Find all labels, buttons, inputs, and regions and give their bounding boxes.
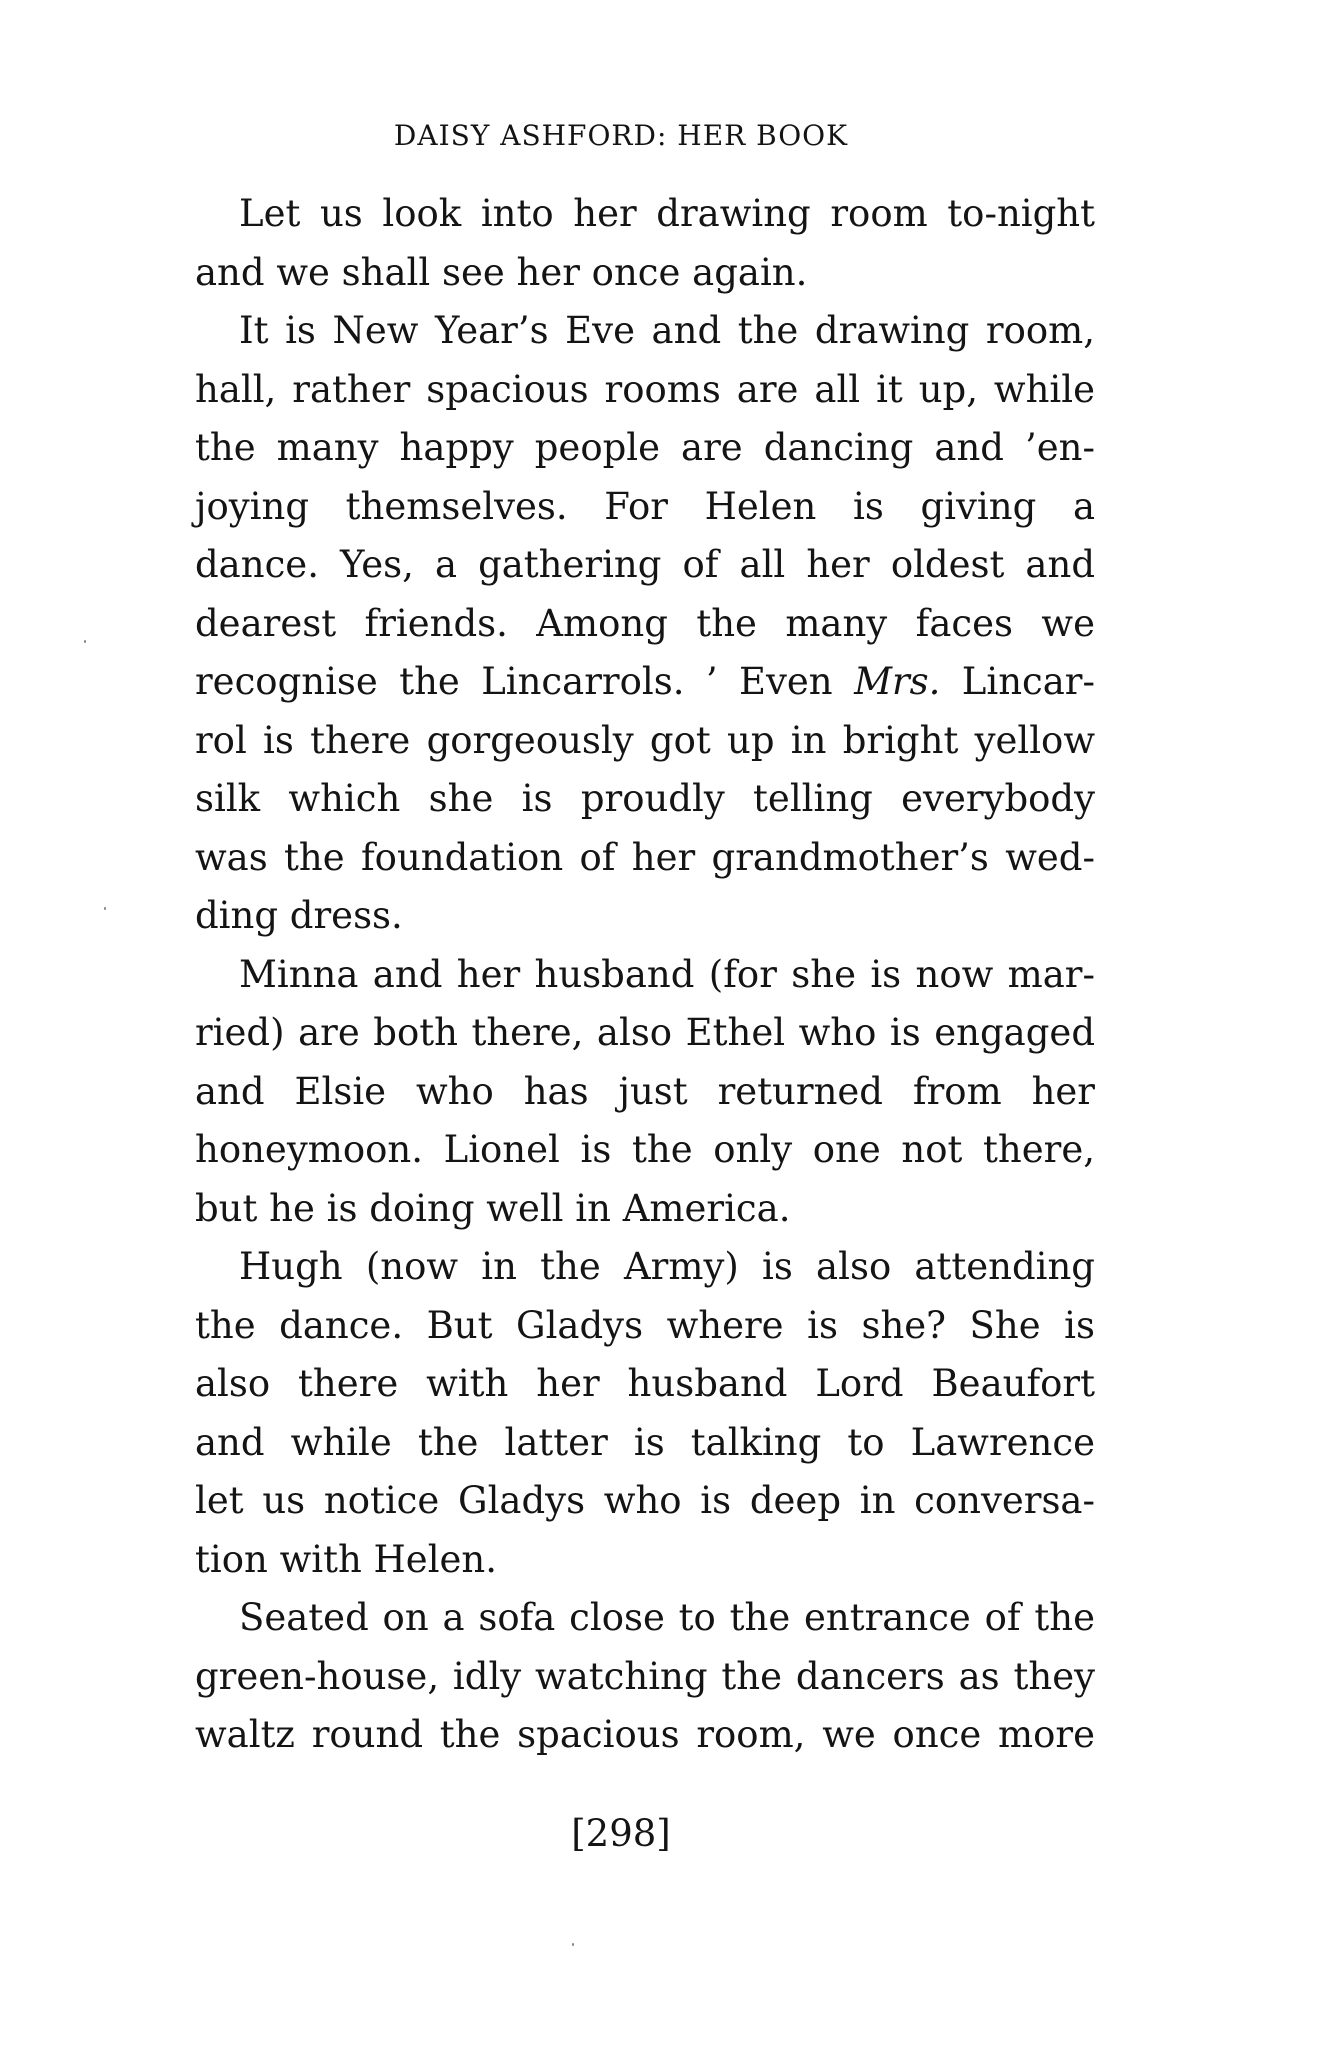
text-line: rol is there gorgeously got up in bright yellow (195, 718, 1095, 762)
text-line: green-house, idly watching the dancers as they (195, 1654, 1095, 1698)
scan-speck (84, 640, 86, 643)
text-fragment: Lincar- (961, 660, 1096, 703)
body-text (151, 185, 1095, 1765)
paragraph-5 (151, 1589, 1095, 1765)
text-line: honeymoon. Lionel is the only one not there, (195, 1128, 1095, 1171)
text-line: joying themselves. For Helen is giving a (195, 484, 1095, 528)
text-line: ding dress. (195, 894, 403, 937)
text-line: and we shall see her once again. (195, 250, 808, 294)
page-number: [298] (571, 1812, 671, 1855)
text-line: was the foundation of her grandmother’s wed- (195, 835, 1095, 879)
paragraph-2 (151, 302, 1095, 946)
scan-speck (104, 907, 106, 910)
scan-speck (572, 1943, 574, 1946)
paragraph-1 (151, 185, 1095, 302)
text-line: the dance. But Gladys where is she? She is (195, 1303, 1095, 1347)
italic-word: Mrs. (854, 660, 941, 703)
text-line-with-italic (151, 653, 1095, 712)
paragraph-4 (151, 1238, 1095, 1589)
text-line: Seated on a sofa close to the entrance of the (239, 1596, 1095, 1639)
text-line: the many happy people are dancing and ’en- (195, 426, 1095, 469)
text-line: hall, rather spacious rooms are all it up, while (195, 367, 1095, 411)
text-fragment: recognise the Lincarrols. ’ Even (195, 660, 833, 703)
text-line: silk which she is proudly telling everybody (195, 777, 1095, 820)
text-line: but he is doing well in America. (195, 1186, 791, 1230)
paragraph-3 (151, 946, 1095, 1239)
text-line: Let us look into her drawing room to-night (239, 192, 1095, 235)
text-line: waltz round the spacious room, we once more (195, 1713, 1095, 1756)
text-line: and while the latter is talking to Lawrence (195, 1420, 1095, 1464)
text-line: also there with her husband Lord Beaufort (195, 1362, 1095, 1405)
text-line: Hugh (now in the Army) is also attending (239, 1245, 1095, 1288)
text-line: ried) are both there, also Ethel who is engaged (195, 1011, 1095, 1054)
text-line: It is New Year’s Eve and the drawing room, (239, 309, 1095, 352)
running-head: DAISY ASHFORD: HER BOOK (393, 119, 849, 152)
text-line: dance. Yes, a gathering of all her oldest and (195, 543, 1095, 586)
text-line: dearest friends. Among the many faces we (195, 601, 1095, 645)
text-line: and Elsie who has just returned from her (195, 1069, 1095, 1113)
text-line: tion with Helen. (195, 1537, 498, 1581)
text-line: Minna and her husband (for she is now mar- (239, 952, 1095, 996)
text-line: let us notice Gladys who is deep in conversa- (195, 1479, 1095, 1522)
